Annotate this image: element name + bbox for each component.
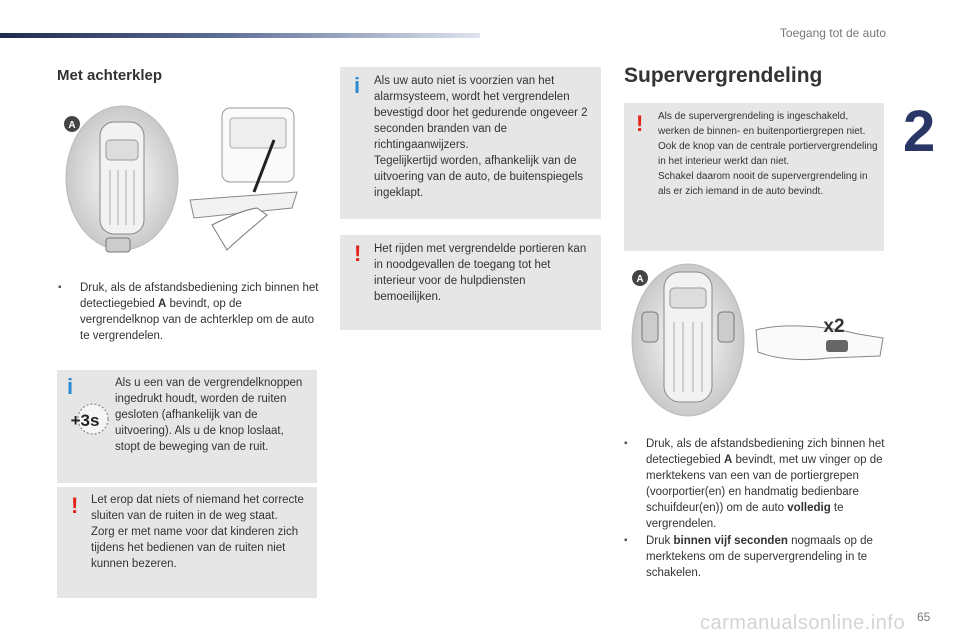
zone-a-label-right: A: [636, 274, 644, 285]
right-bullet-1: ▪ Druk, als de afstandsbediening zich binnen het detectiegebied A bevindt, met uw vinger op de merktekens van een van de portiergrepen (voorportier(en) en handmatig bedienbare schuifdeur(en)) om de auto volledig te vergrendelen.: [624, 438, 885, 530]
info-icon: i: [67, 374, 74, 399]
warning-icon: !: [354, 241, 362, 266]
bullet-marker: ▪: [58, 282, 62, 293]
left-heading: Met achterklep: [57, 67, 163, 84]
left-warning-text: Let erop dat niets of niemand het correcte sluiten van de ruiten in de weg staat. Zorg er met name voor dat kinderen zich tijdens het bedienen van de ruiten niet kunnen bezeren.: [91, 494, 304, 570]
right-bullet-2: ▪ Druk binnen vijf seconden nogmaals op de merktekens om de supervergrendeling in te schakelen.: [624, 535, 873, 579]
section-title: Toegang tot de auto: [779, 26, 886, 40]
middle-info-box: [340, 67, 601, 219]
right-warning-text: Als de supervergrendeling is ingeschakeld, werken de binnen- en buitenportiergrepen niet. Ook de knop van de centrale portiervergrendeling in het interieur werkt dan niet. Schakel daarom nooit de supervergrendeling in als er zich iemand in de auto bevindt.: [658, 111, 878, 197]
x2-label: x2: [823, 316, 845, 337]
info-icon: i: [354, 73, 361, 98]
right-heading: Supervergrendeling: [624, 64, 823, 87]
middle-warning-box: [340, 235, 601, 330]
tailgate-lock-illustration: [62, 100, 317, 270]
zone-a-label: A: [68, 120, 76, 131]
left-bullet: ▪ Druk, als de afstandsbediening zich binnen het detectiegebied A bevindt, op de vergrendelknop van de achterklep om de auto te vergrendelen.: [58, 282, 319, 342]
left-info-box: [57, 370, 317, 483]
footer-watermark: carmanualsonline.info: [700, 612, 906, 634]
left-warning-box: [57, 487, 317, 598]
right-warning-box: [624, 103, 884, 251]
warning-icon: !: [71, 493, 79, 518]
hold-3s-badge: [61, 402, 111, 436]
middle-info-text: Als uw auto niet is voorzien van het alarmsysteem, wordt het vergrendelen bevestigd door het gedurende ongeveer 2 seconden branden van de richtingaanwijzers. Tegelijkertijd worden, afhankelijk van de uitvoering van de auto, de buitenspiegels ingeklapt.: [374, 75, 588, 199]
left-info-text: Als u een van de vergrendelknoppen ingedrukt houdt, worden de ruiten gesloten (afhankelijk van de uitvoering). Als u de knop loslaat, stopt de beweging van de ruit.: [115, 377, 303, 453]
hold-3s-text: +3s: [70, 411, 100, 430]
middle-warning-text: Het rijden met vergrendelde portieren kan in noodgevallen de toegang tot het interieur voor de hulpdiensten bemoeilijken.: [374, 243, 587, 303]
warning-icon: !: [636, 111, 644, 136]
supervergrendeling-illustration: [628, 262, 890, 422]
bullet-marker: ▪: [624, 438, 628, 449]
bullet-marker: ▪: [624, 535, 628, 546]
top-gradient-bar: [0, 33, 480, 38]
chapter-number: 2: [903, 99, 936, 164]
page-number: 65: [917, 610, 931, 624]
